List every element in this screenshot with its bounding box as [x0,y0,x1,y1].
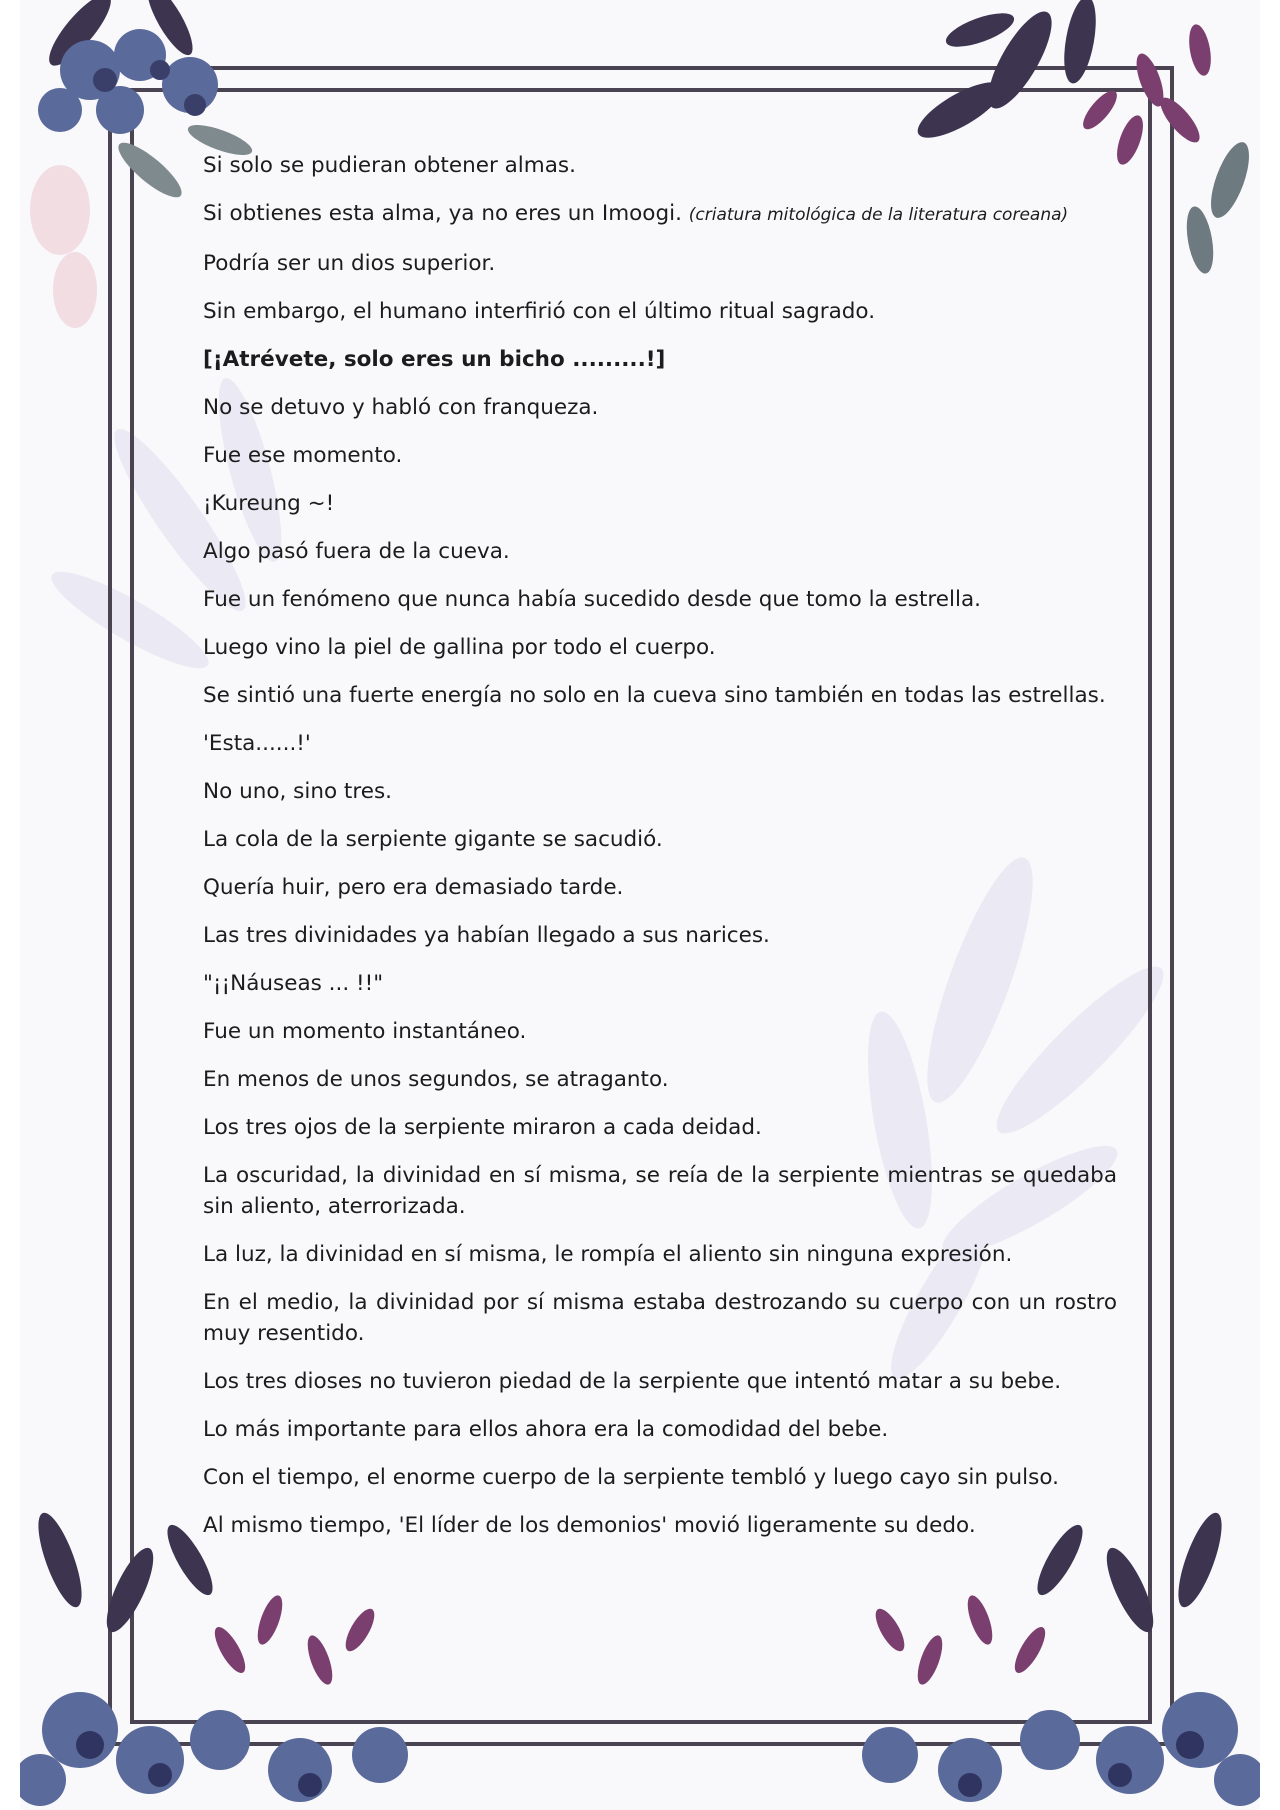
paragraph: Algo pasó fuera de la cueva. [203,539,510,564]
story-text [203,150,1117,1558]
paragraph: Las tres divinidades ya habían llegado a sus narices. [203,923,770,948]
paragraph: "¡¡Náuseas ... !!" [203,971,384,996]
paragraph: La oscuridad, la divinidad en sí misma, se reía de la serpiente mientras se quedaba sin aliento, aterrorizada. [203,1163,1117,1219]
paragraph: No uno, sino tres. [203,779,392,804]
document-page [20,0,1260,1810]
paragraph: Luego vino la piel de gallina por todo el cuerpo. [203,635,716,660]
paragraph: Sin embargo, el humano interfirió con el último ritual sagrado. [203,299,876,324]
paragraph: En menos de unos segundos, se atraganto. [203,1067,669,1092]
paragraph: No se detuvo y habló con franqueza. [203,395,599,420]
paragraph: Quería huir, pero era demasiado tarde. [203,875,624,900]
paragraph: ¡Kureung ~! [203,491,335,516]
footnote-note: (criatura mitológica de la literatura coreana) [688,205,1069,225]
paragraph: La cola de la serpiente gigante se sacudió. [203,827,663,852]
paragraph: La luz, la divinidad en sí misma, le rompía el aliento sin ninguna expresión. [203,1242,1013,1267]
paragraph: Al mismo tiempo, 'El líder de los demonios' movió ligeramente su dedo. [203,1513,976,1538]
paragraph-text: Si obtienes esta alma, ya no eres un Imoogi. [203,201,689,226]
paragraph: Podría ser un dios superior. [203,251,496,276]
paragraph: 'Esta......!' [203,731,311,756]
paragraph: Fue un fenómeno que nunca había sucedido desde que tomo la estrella. [203,587,981,612]
paragraph: Fue un momento instantáneo. [203,1019,527,1044]
paragraph: En el medio, la divinidad por sí misma estaba destrozando su cuerpo con un rostro muy resentido. [203,1290,1117,1346]
paragraph: Los tres ojos de la serpiente miraron a cada deidad. [203,1115,762,1140]
paragraph [203,198,1117,231]
paragraph: Con el tiempo, el enorme cuerpo de la serpiente tembló y luego cayo sin pulso. [203,1465,1059,1490]
paragraph: Se sintió una fuerte energía no solo en la cueva sino también en todas las estrellas. [203,683,1106,708]
paragraph: Lo más importante para ellos ahora era la comodidad del bebe. [203,1417,889,1442]
dialogue-bold: [¡Atrévete, solo eres un bicho .........!] [203,347,666,372]
paragraph: Si solo se pudieran obtener almas. [203,153,576,178]
paragraph: Fue ese momento. [203,443,403,468]
paragraph: Los tres dioses no tuvieron piedad de la serpiente que intentó matar a su bebe. [203,1369,1062,1394]
